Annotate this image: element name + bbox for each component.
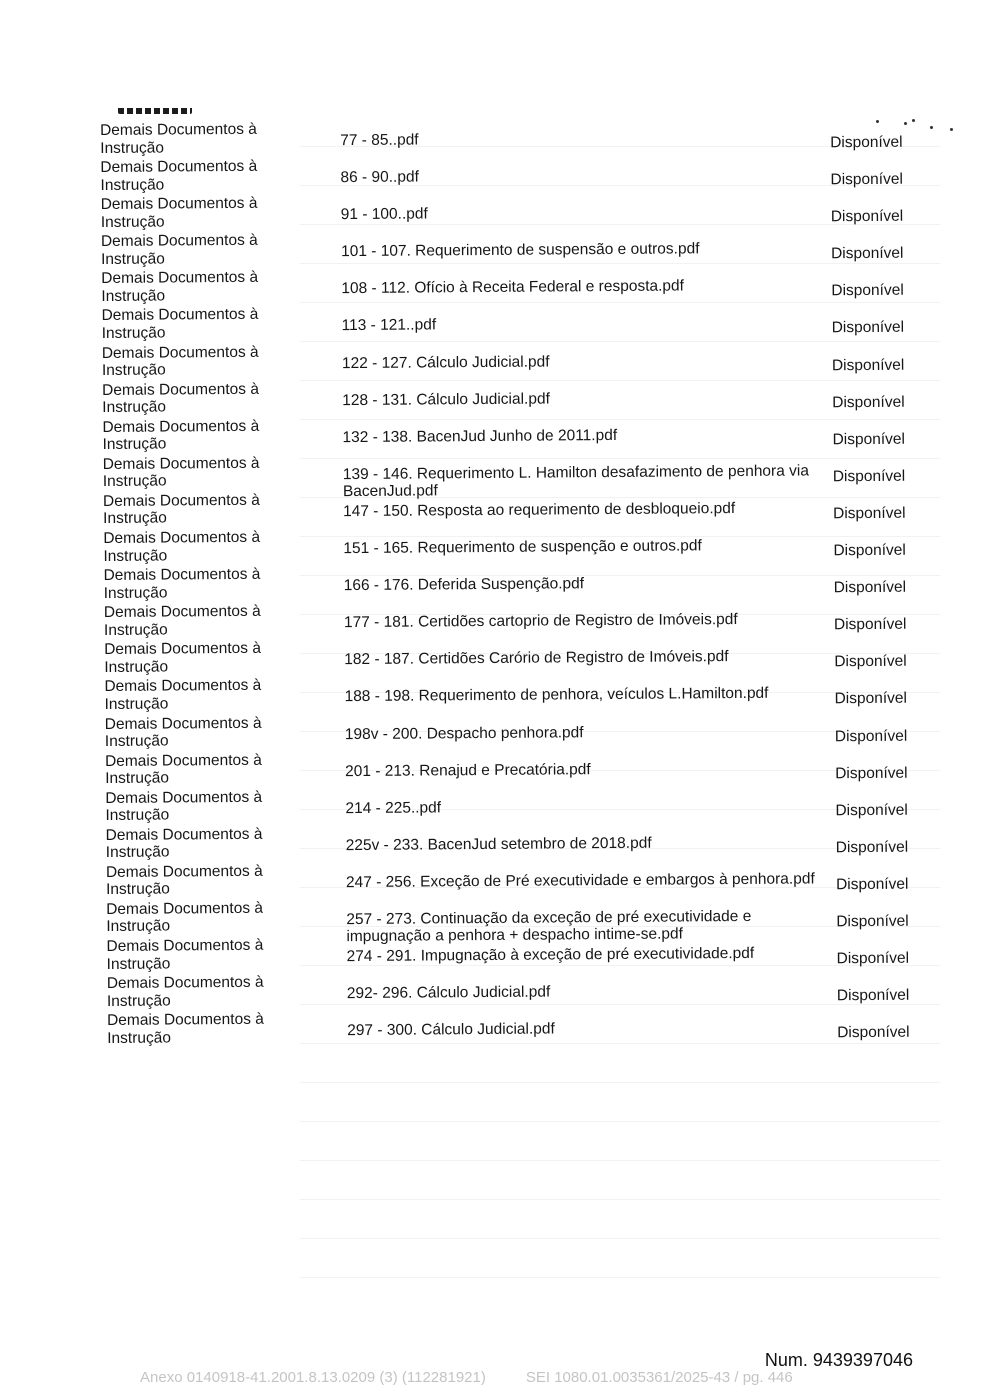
status-cell: Disponível bbox=[834, 652, 907, 671]
table-row bbox=[106, 855, 936, 899]
document-type-cell: Demais Documentos à Instrução bbox=[104, 677, 262, 713]
file-name-cell: 91 - 100..pdf bbox=[340, 205, 428, 224]
file-name-cell: 182 - 187. Certidões Carório de Registro de Imóveis.pdf bbox=[344, 648, 729, 669]
status-cell: Disponível bbox=[836, 986, 910, 1005]
status-cell: Disponível bbox=[830, 133, 903, 152]
status-cell: Disponível bbox=[835, 801, 908, 819]
footer-watermark bbox=[140, 1369, 793, 1386]
document-type-cell: Demais Documentos à Instrução bbox=[103, 602, 261, 639]
file-name-cell: 86 - 90..pdf bbox=[340, 168, 419, 187]
file-name-cell: 113 - 121..pdf bbox=[341, 316, 437, 335]
table-row bbox=[103, 484, 933, 528]
table-row bbox=[102, 336, 932, 380]
status-cell: Disponível bbox=[835, 764, 908, 782]
status-cell: Disponível bbox=[833, 615, 907, 634]
document-type-cell: Demais Documentos à Instrução bbox=[102, 380, 259, 417]
table-row bbox=[102, 373, 932, 417]
file-name-cell: 166 - 176. Deferida Suspenção.pdf bbox=[343, 575, 585, 595]
status-cell: Disponível bbox=[834, 690, 908, 708]
document-type-cell: Demais Documentos à Instrução bbox=[104, 751, 262, 788]
status-cell: Disponível bbox=[832, 430, 905, 449]
file-name-cell: 297 - 300. Cálculo Judicial.pdf bbox=[347, 1020, 555, 1040]
document-type-cell: Demais Documentos à Instrução bbox=[100, 232, 258, 268]
table-row bbox=[106, 930, 936, 974]
status-cell: Disponível bbox=[832, 393, 905, 411]
file-name-cell: 139 - 146. Requerimento L. Hamilton desafazimento de penhora via BacenJud.pdf bbox=[342, 462, 809, 501]
file-name-cell: 201 - 213. Renajud e Precatória.pdf bbox=[345, 760, 591, 780]
document-type-cell: Demais Documentos à Instrução bbox=[101, 343, 259, 380]
document-type-cell: Demais Documentos à Instrução bbox=[105, 788, 263, 825]
file-name-cell: 292- 296. Cálculo Judicial.pdf bbox=[346, 983, 551, 1003]
document-type-cell: Demais Documentos à Instrução bbox=[105, 825, 263, 862]
file-name-cell: 151 - 165. Requerimento de suspenção e outros.pdf bbox=[343, 537, 702, 558]
status-cell: Disponível bbox=[835, 838, 909, 857]
table-row bbox=[102, 447, 933, 501]
table-row bbox=[107, 1004, 937, 1048]
status-cell: Disponível bbox=[835, 875, 909, 894]
document-type-cell: Demais Documentos à Instrução bbox=[102, 454, 260, 491]
footer-annex-reference: Anexo 0140918-41.2001.8.13.0209 (3) (112281921) bbox=[140, 1369, 486, 1386]
document-type-cell: Demais Documentos à Instrução bbox=[100, 157, 258, 194]
file-name-cell: 128 - 131. Cálculo Judicial.pdf bbox=[342, 390, 550, 409]
status-cell: Disponível bbox=[830, 170, 903, 189]
document-number-stamp: Num. 9439397046 bbox=[764, 1350, 913, 1370]
document-type-cell: Demais Documentos à Instrução bbox=[105, 862, 263, 899]
footer-sei-reference: SEI 1080.01.0035361/2025-43 / pg. 446 bbox=[525, 1369, 793, 1386]
document-type-cell: Demais Documentos à Instrução bbox=[102, 417, 260, 454]
table-row bbox=[101, 299, 931, 343]
document-type-cell: Demais Documentos à Instrução bbox=[101, 306, 259, 342]
document-type-cell: Demais Documentos à Instrução bbox=[100, 120, 257, 157]
table-row bbox=[106, 892, 936, 946]
file-name-cell: 214 - 225..pdf bbox=[345, 799, 442, 817]
file-name-cell: 101 - 107. Requerimento de suspensão e outros.pdf bbox=[340, 240, 700, 261]
file-name-cell: 177 - 181. Certidões cartoprio de Registro de Imóveis.pdf bbox=[343, 611, 738, 632]
cut-off-text-top bbox=[118, 108, 192, 116]
file-name-cell: 122 - 127. Cálculo Judicial.pdf bbox=[341, 353, 550, 372]
table-row bbox=[106, 818, 936, 862]
file-name-cell: 77 - 85..pdf bbox=[340, 131, 419, 150]
file-name-cell: 147 - 150. Resposta ao requerimento de desbloqueio.pdf bbox=[343, 499, 736, 521]
status-cell: Disponível bbox=[836, 912, 909, 931]
table-row bbox=[103, 521, 933, 565]
table-row bbox=[107, 967, 937, 1011]
file-name-cell: 188 - 198. Requerimento de penhora, veículos L.Hamilton.pdf bbox=[344, 685, 769, 706]
document-type-cell: Demais Documentos à Instrução bbox=[106, 936, 264, 973]
file-name-cell: 247 - 256. Exceção de Pré executividade e embargos à penhora.pdf bbox=[345, 870, 815, 891]
file-name-cell: 108 - 112. Ofício à Receita Federal e resposta.pdf bbox=[341, 277, 685, 298]
status-cell: Disponível bbox=[831, 244, 904, 263]
table-row bbox=[105, 781, 935, 825]
document-type-cell: Demais Documentos à Instrução bbox=[104, 714, 262, 750]
file-name-cell: 225v - 233. BacenJud setembro de 2018.pdf bbox=[345, 834, 652, 854]
document-type-cell: Demais Documentos à Instrução bbox=[103, 565, 261, 602]
document-type-cell: Demais Documentos à Instrução bbox=[103, 528, 261, 565]
status-cell: Disponível bbox=[833, 504, 906, 523]
document-type-cell: Demais Documentos à Instrução bbox=[100, 194, 258, 231]
status-cell: Disponível bbox=[837, 1023, 910, 1042]
document-type-cell: Demais Documentos à Instrução bbox=[106, 899, 264, 936]
status-cell: Disponível bbox=[833, 541, 906, 560]
status-cell: Disponível bbox=[836, 949, 910, 968]
status-cell: Disponível bbox=[833, 578, 907, 597]
document-list-table bbox=[100, 113, 937, 1047]
document-type-cell: Demais Documentos à Instrução bbox=[106, 973, 264, 1010]
status-cell: Disponível bbox=[830, 207, 904, 226]
table-row bbox=[102, 410, 932, 454]
document-type-cell: Demais Documentos à Instrução bbox=[107, 1010, 264, 1047]
status-cell: Disponível bbox=[832, 467, 906, 486]
file-name-cell: 132 - 138. BacenJud Junho de 2011.pdf bbox=[342, 426, 618, 446]
document-type-cell: Demais Documentos à Instrução bbox=[104, 640, 262, 676]
document-type-cell: Demais Documentos à Instrução bbox=[101, 269, 259, 305]
table-row bbox=[101, 262, 931, 306]
document-type-cell: Demais Documentos à Instrução bbox=[102, 491, 260, 528]
status-cell: Disponível bbox=[831, 356, 905, 374]
file-name-cell: 257 - 273. Continuação da exceção de pré executividade e impugnação a penhora + despacho intime-se.pdf bbox=[346, 907, 752, 946]
file-name-cell: 274 - 291. Impugnação à exceção de pré executividade.pdf bbox=[346, 944, 755, 966]
file-name-cell: 198v - 200. Despacho penhora.pdf bbox=[344, 723, 584, 743]
status-cell: Disponível bbox=[834, 727, 908, 745]
status-cell: Disponível bbox=[831, 282, 904, 300]
status-cell: Disponível bbox=[831, 319, 905, 337]
